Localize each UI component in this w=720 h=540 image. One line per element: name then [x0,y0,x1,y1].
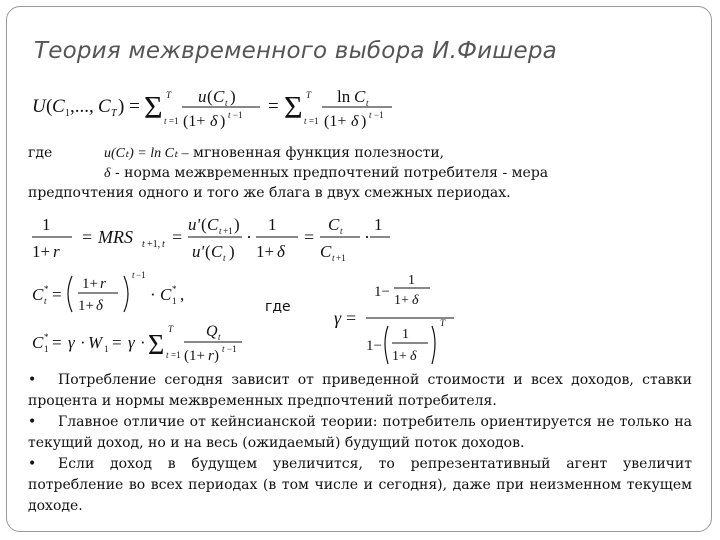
svg-text:r: r [53,242,60,261]
svg-text:(: ( [201,215,207,234]
svg-text:t: t [223,253,226,263]
svg-text:1: 1 [172,296,177,306]
slide-title: Теория межвременного выбора И.Фишера [34,38,557,64]
svg-text:1: 1 [44,344,49,354]
svg-text:t: t [218,332,221,342]
svg-text:r: r [100,276,106,292]
svg-text:): ) [229,242,235,261]
svg-text:+1: +1 [336,253,346,263]
svg-text:1: 1 [408,273,415,288]
svg-text:1+: 1+ [256,242,275,261]
svg-text:Σ: Σ [144,89,163,125]
svg-text:δ: δ [410,349,417,364]
svg-text:=1: =1 [169,116,179,126]
svg-text:Σ: Σ [284,89,303,125]
svg-text:(: ( [207,87,213,106]
svg-text:=1: =1 [171,350,181,360]
svg-text:1−: 1− [374,284,390,300]
svg-text:): ) [230,87,236,106]
svg-text:1: 1 [402,327,409,342]
svg-text:r: r [208,348,214,364]
svg-text:): ) [361,113,367,130]
svg-text:t: t [142,239,145,250]
svg-text:t: t [332,253,335,263]
bullet-marker: • [28,414,37,430]
bullet-list [28,370,692,517]
bullet-text: Если доход в будущем увеличится, то репрезентативный агент увеличит потребление во всех периодах (в том числе и сегодня), даже при неизменном текущем доходе. [28,456,692,514]
utility-symbol: u(Cₜ) = ln Cₜ – [104,146,189,161]
mrs-formula [30,210,390,266]
svg-text:T: T [111,108,117,119]
svg-text:t: t [44,296,47,306]
svg-text:(1+: (1+ [184,348,205,364]
svg-text:1+: 1+ [78,298,94,314]
svg-text:u': u' [192,242,205,261]
svg-text:·: · [80,333,86,352]
svg-text:(1+: (1+ [324,113,347,130]
svg-text:t: t [164,116,167,126]
svg-text:1−: 1− [366,338,382,354]
delta-symbol: δ [104,166,111,181]
utility-text: мгновенная функция полезности, [188,145,445,161]
svg-text:C: C [211,242,223,261]
svg-text:1+: 1+ [82,276,98,292]
where-label: где [28,145,53,161]
svg-text:T: T [440,318,446,328]
svg-text:C: C [328,215,340,234]
bullet-marker: • [28,456,37,472]
bullet-marker: • [28,372,37,388]
svg-text:ln: ln [337,87,351,106]
svg-text:T: T [168,324,174,334]
svg-text:C: C [98,96,111,117]
svg-text:*: * [44,284,49,294]
svg-text:−1: −1 [227,344,237,354]
svg-text:1: 1 [268,215,277,234]
svg-text:) =: ) = [118,96,140,117]
svg-text:MRS: MRS [98,227,133,247]
svg-text:·: · [364,227,370,247]
utility-formula [32,84,392,138]
svg-text:(: ( [205,242,211,261]
svg-text:): ) [220,113,226,130]
svg-text:t: t [162,239,165,250]
where-label-2: где [265,299,291,315]
svg-text:): ) [214,348,219,364]
bullet-text: Потребление сегодня зависит от приведенной стоимости и всех доходов, ставки процента и нормы межвременных предпочтений потребителя. [28,372,692,409]
svg-text:=: = [52,333,62,352]
bullet-item [28,412,692,454]
svg-text:−1: −1 [374,110,384,120]
svg-text:=: = [52,285,62,304]
svg-text:δ: δ [412,293,419,308]
delta-text: - норма межвременных предпочтений потребителя - мера [110,165,549,181]
svg-text:u: u [198,87,207,106]
svg-text:C: C [213,87,225,106]
svg-text:t: t [366,98,369,108]
svg-text:γ: γ [334,308,342,328]
utility-definition [104,144,444,163]
svg-text:Σ: Σ [148,330,165,361]
svg-text:δ: δ [277,242,285,261]
svg-text:t: t [225,98,228,108]
svg-text:γ: γ [128,333,135,352]
delta-definition-cont: предпочтения одного и того же блага в двух смежных периодах. [28,185,511,201]
svg-text:t: t [219,226,222,236]
svg-text:t: t [166,350,169,360]
svg-text:1+: 1+ [394,293,409,308]
svg-text:t: t [304,116,307,126]
svg-text:+1: +1 [223,226,233,236]
gamma-formula [330,270,460,370]
svg-text:*: * [172,284,177,294]
svg-text:C: C [52,96,65,117]
svg-text:δ: δ [351,113,359,130]
svg-text:−1: −1 [136,270,146,280]
svg-text:C: C [320,242,332,261]
mrs-formula-tail [370,210,380,266]
svg-text:=: = [346,308,357,328]
svg-text:(: ( [46,96,53,117]
svg-text:γ: γ [68,333,75,352]
bullet-item [28,370,692,412]
svg-text:W: W [88,333,103,352]
svg-text:1: 1 [104,344,109,354]
svg-text:,: , [180,285,185,304]
svg-text:·: · [140,333,146,352]
svg-text:t: t [132,270,135,280]
consumption-path-formula [30,268,230,318]
svg-text:=: = [268,96,279,117]
delta-definition [104,164,548,183]
svg-text:C: C [354,87,366,106]
bullet-text: Главное отличие от кейнсианской теории: потребитель ориентируется не только на текущий доход, но и на весь (ожидаемый) будущий поток доходов. [28,414,692,451]
svg-text:C: C [32,333,44,352]
svg-text:=1: =1 [309,116,319,126]
svg-text:1+: 1+ [392,349,407,364]
svg-text:δ: δ [96,298,103,314]
svg-text:T: T [306,90,312,100]
svg-text:C: C [160,285,172,304]
svg-text:+1,: +1, [147,239,161,250]
svg-text:u': u' [188,215,201,234]
svg-text:C: C [207,215,219,234]
svg-text:U: U [32,96,46,117]
svg-text:1: 1 [42,215,51,234]
svg-text:,...,: ,..., [70,96,94,117]
svg-text:t: t [228,110,231,120]
svg-text:=: = [82,227,93,247]
svg-text:δ: δ [210,113,218,130]
svg-text:=: = [172,227,183,247]
svg-text:·: · [150,285,156,304]
svg-text:t: t [222,344,225,354]
svg-text:Q: Q [206,323,218,340]
svg-text:−1: −1 [233,110,243,120]
svg-text:): ) [234,215,240,234]
svg-text:=: = [304,227,315,247]
svg-text:1: 1 [374,215,383,234]
first-period-consumption-formula [30,320,250,366]
svg-text:T: T [166,90,172,100]
svg-text:t: t [369,110,372,120]
svg-text:1+: 1+ [32,242,51,261]
svg-text:1: 1 [65,108,70,119]
bullet-item [28,454,692,517]
svg-text:·: · [246,227,252,247]
svg-text:=: = [112,333,122,352]
svg-text:(1+: (1+ [183,113,206,130]
svg-text:C: C [32,285,44,304]
svg-text:t: t [340,226,343,236]
svg-text:*: * [44,332,49,342]
